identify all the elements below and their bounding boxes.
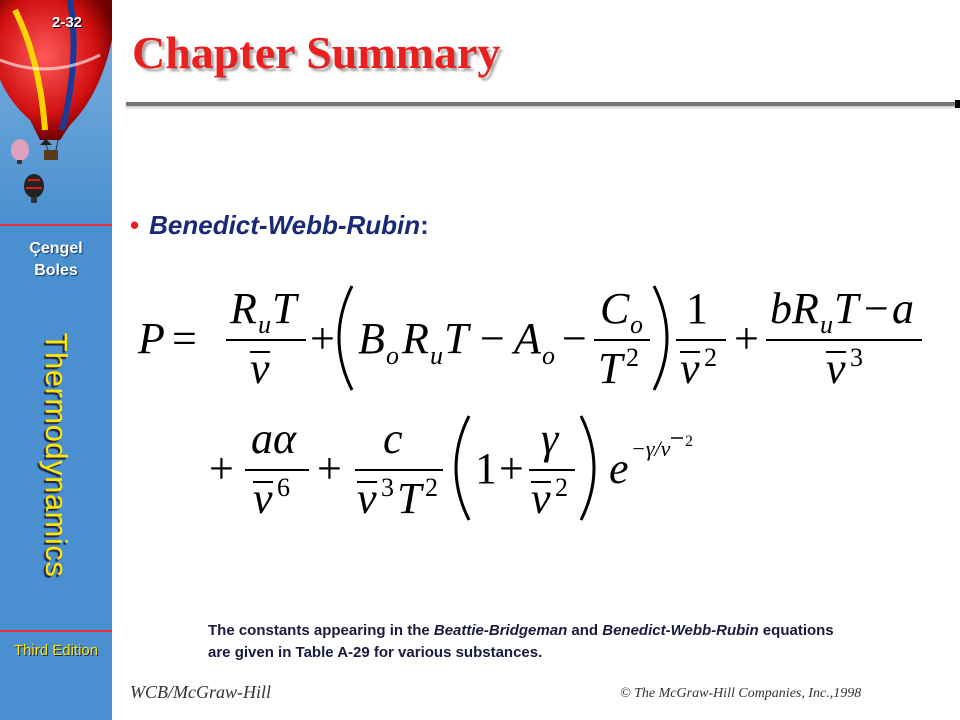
svg-text:2: 2 (425, 473, 438, 502)
svg-text:c: c (383, 414, 403, 463)
svg-text:−: − (864, 284, 889, 333)
svg-text:1: 1 (686, 284, 708, 333)
slide-title: Chapter Summary (132, 27, 501, 78)
bullet-dot: • (130, 210, 140, 240)
svg-text:T: T (397, 474, 422, 523)
svg-text:+: + (734, 314, 759, 363)
svg-text:3: 3 (850, 343, 863, 372)
svg-text:v: v (357, 474, 377, 523)
svg-text:v: v (250, 344, 270, 393)
svg-text:v: v (826, 344, 846, 393)
svg-text:a: a (892, 284, 914, 333)
svg-text:v: v (680, 344, 700, 393)
bullet-item (130, 210, 429, 241)
title-underline-end (955, 100, 960, 108)
svg-text:2: 2 (685, 433, 693, 450)
svg-text:−γ/v: −γ/v (631, 436, 671, 461)
footnote-text-3: equations are given in Table A-29 for various substances. (208, 622, 834, 661)
svg-text:bR: bR (770, 284, 819, 333)
svg-text:v: v (531, 474, 551, 523)
bullet-suffix: : (420, 210, 429, 240)
svg-text:aα: aα (251, 414, 297, 463)
svg-text:u: u (258, 310, 271, 339)
book-title: Thermodynamics (39, 332, 74, 578)
svg-text:A: A (514, 314, 541, 363)
svg-text:3: 3 (381, 473, 394, 502)
svg-text:1: 1 (475, 444, 497, 493)
slide-number: 2-32 (52, 14, 83, 31)
title-underline (126, 102, 958, 106)
sidebar-divider-bottom (0, 630, 112, 632)
svg-text:v: v (253, 474, 273, 523)
svg-text:e: e (609, 444, 629, 493)
svg-text:2: 2 (626, 343, 639, 372)
author-cengel: Çengel (29, 240, 83, 257)
footnote-italic-2: Benedict-Webb-Rubin (602, 622, 759, 639)
svg-text:o: o (386, 341, 399, 370)
svg-text:u: u (820, 310, 833, 339)
svg-text:R: R (230, 284, 257, 333)
bwr-equation-line-2 (205, 408, 705, 528)
svg-text:P: P (138, 314, 165, 363)
footnote (208, 620, 848, 664)
svg-text:R: R (402, 314, 429, 363)
svg-text:6: 6 (277, 473, 290, 502)
publisher-label: WCB/McGraw-Hill (130, 682, 271, 702)
svg-text:o: o (630, 310, 643, 339)
svg-text:T: T (834, 284, 859, 333)
footnote-text-2: and (567, 622, 603, 639)
svg-text:+: + (317, 444, 342, 493)
svg-text:u: u (430, 341, 443, 370)
svg-text:+: + (499, 444, 524, 493)
svg-text:γ: γ (541, 414, 559, 463)
svg-text:−: − (562, 314, 587, 363)
sidebar-divider-top (0, 224, 112, 226)
bwr-equation-line-1 (130, 278, 930, 398)
svg-text:o: o (542, 341, 555, 370)
svg-text:−: − (480, 314, 505, 363)
svg-text:T: T (272, 284, 297, 333)
author-boles: Boles (34, 262, 78, 279)
copyright-label: © The McGraw-Hill Companies, Inc.,1998 (620, 686, 862, 701)
svg-text:T: T (598, 344, 623, 393)
svg-text:C: C (600, 284, 630, 333)
bullet-term: Benedict-Webb-Rubin (149, 210, 421, 240)
svg-text:T: T (444, 314, 469, 363)
edition-label: Third Edition (13, 642, 99, 659)
sidebar (0, 0, 112, 720)
svg-text:B: B (358, 314, 385, 363)
svg-text:+: + (209, 444, 234, 493)
svg-text:2: 2 (555, 473, 568, 502)
svg-text:=: = (172, 314, 197, 363)
footnote-text-1: The constants appearing in the (208, 622, 434, 639)
svg-text:2: 2 (704, 343, 717, 372)
hot-air-balloon-icon (0, 0, 112, 225)
svg-text:+: + (310, 314, 335, 363)
footnote-italic-1: Beattie-Bridgeman (433, 622, 568, 639)
